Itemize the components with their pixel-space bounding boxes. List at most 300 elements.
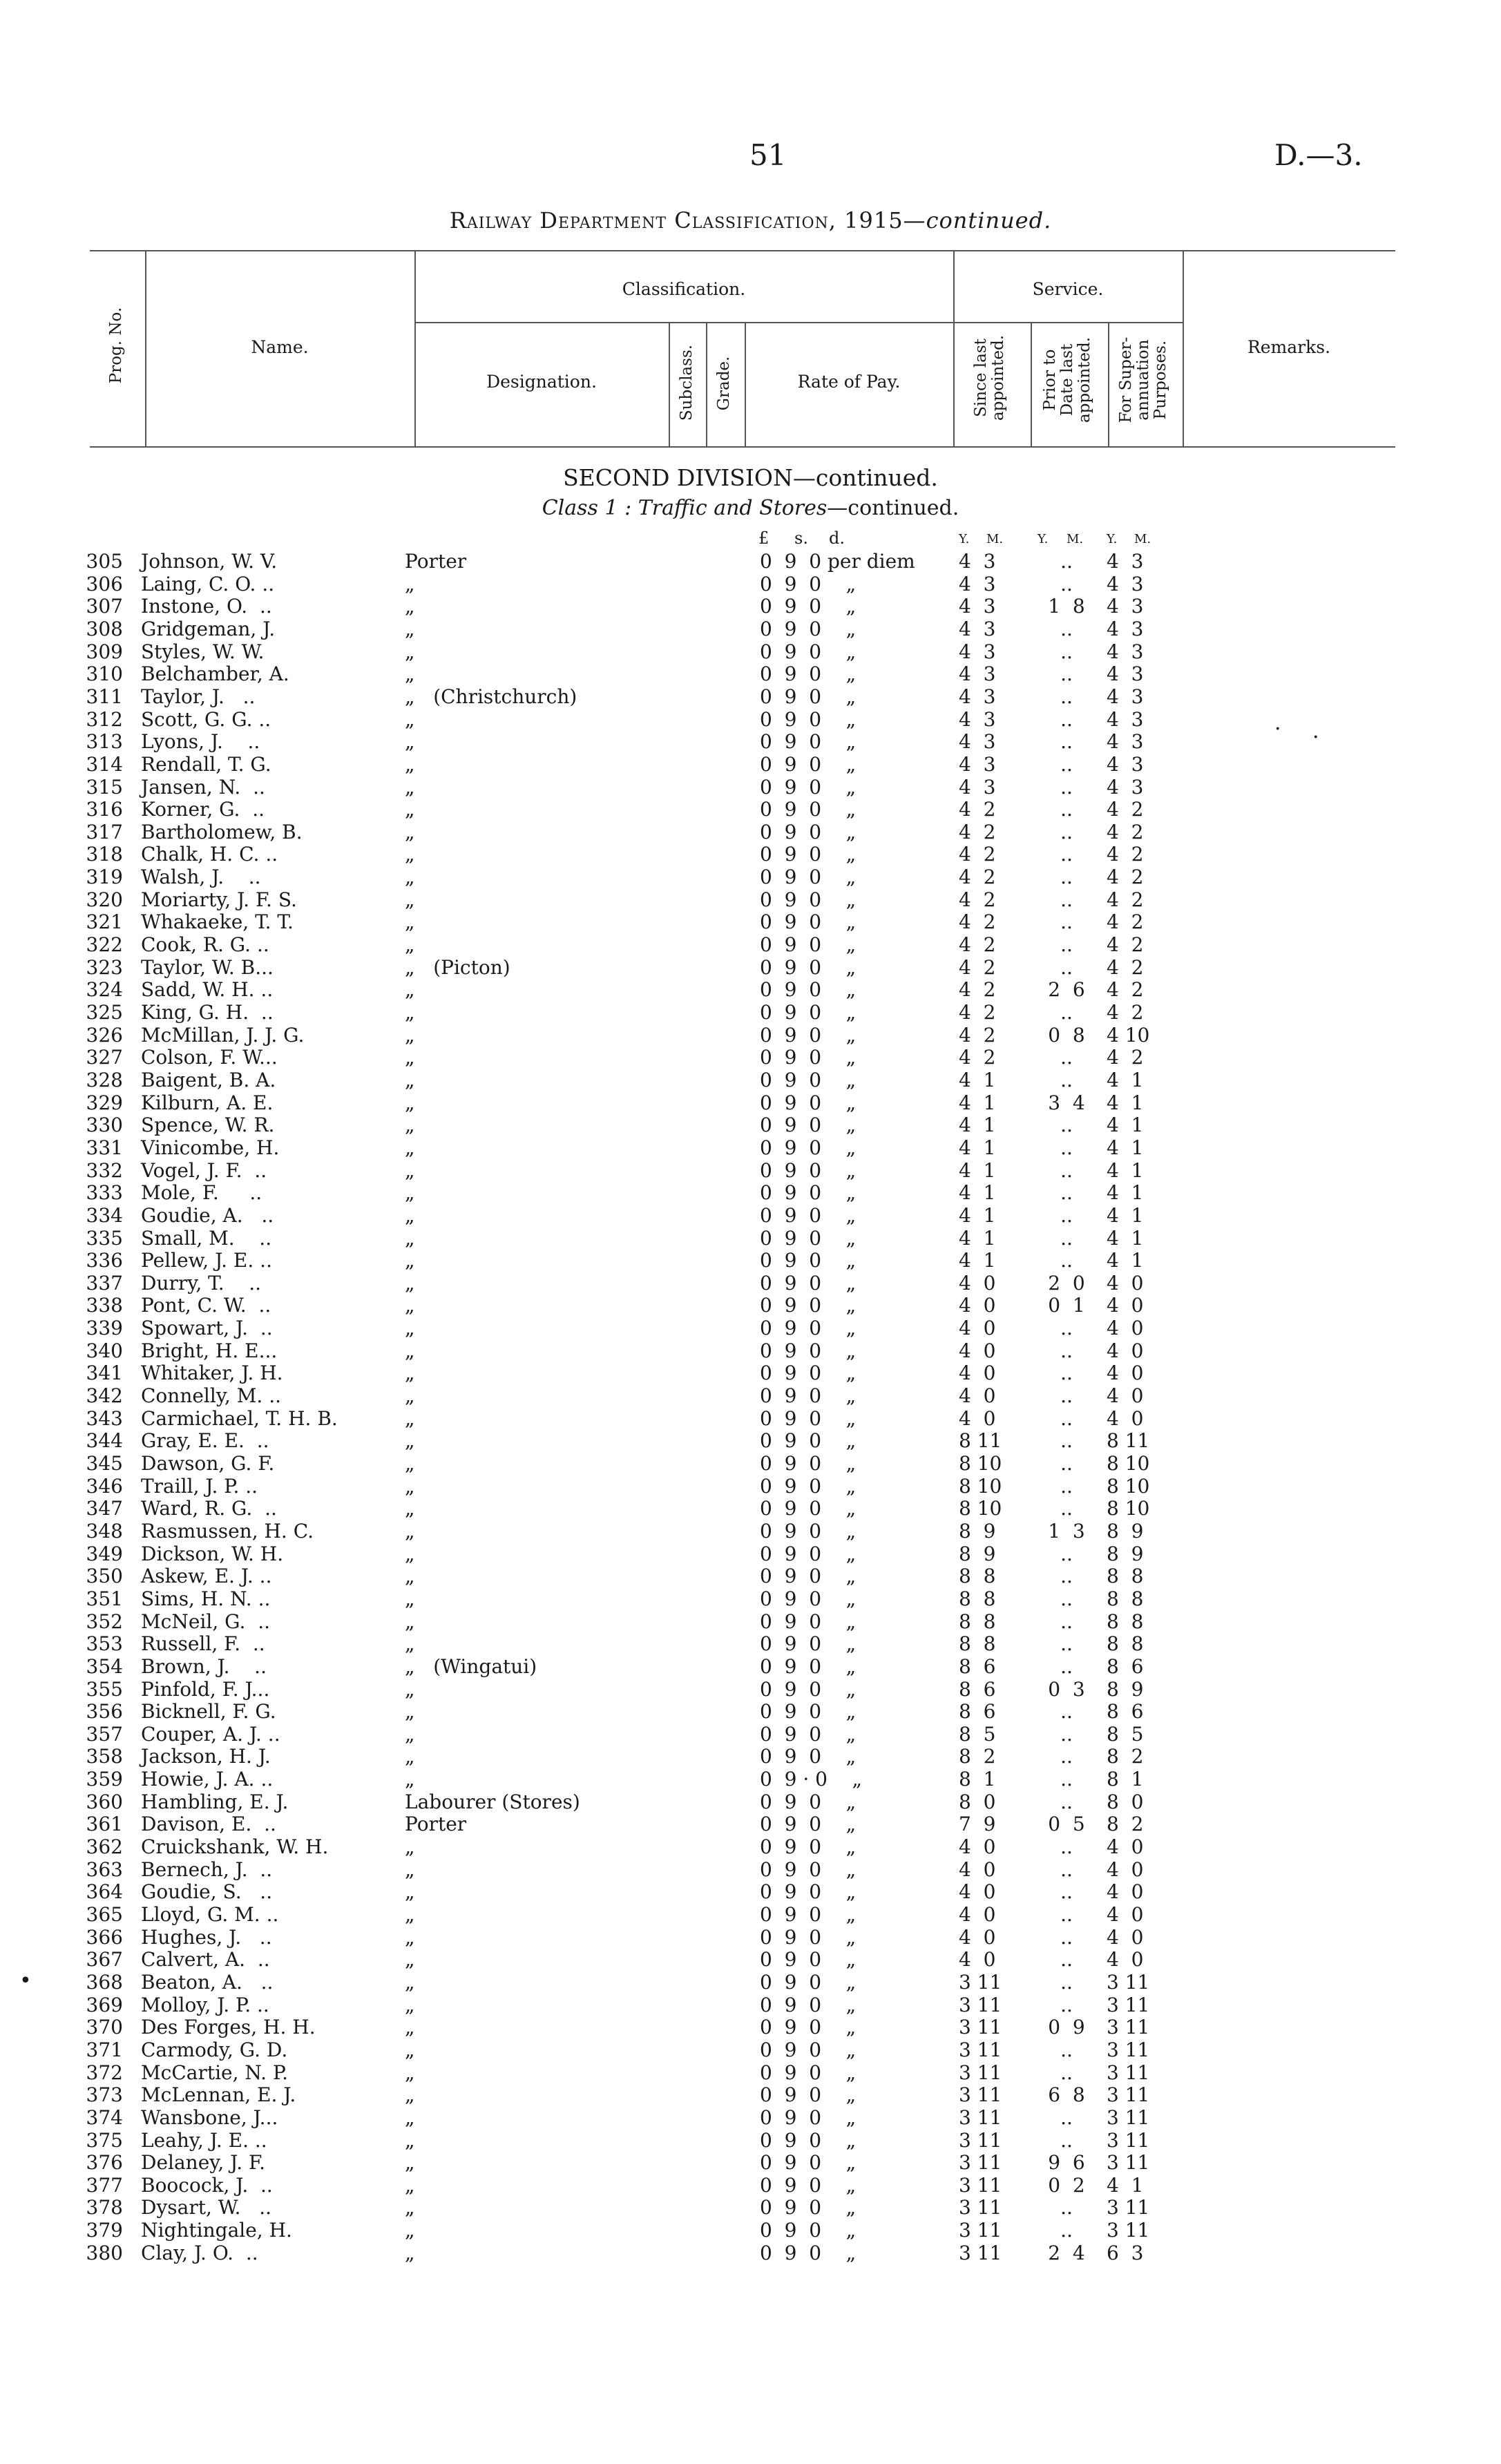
prior-cell: 1 8 (1048, 595, 1085, 618)
prog-no: 375 (86, 2128, 123, 2152)
rate-cell: 0 9 0 „ (760, 640, 857, 663)
name-cell: Clay, J. O. .. (141, 2241, 258, 2264)
designation-cell: „ (405, 1181, 415, 1205)
superannuation-cell: 8 1 (1107, 1768, 1144, 1791)
rate-cell: 0 9 0 „ (760, 595, 857, 618)
since-last-cell: 4 3 (959, 572, 996, 595)
since-last-cell: 8 1 (959, 1768, 996, 1791)
since-last-cell: 3 11 (959, 2105, 1002, 2129)
superannuation-cell: 8 10 (1107, 1452, 1150, 1475)
superannuation-cell: 8 10 (1107, 1474, 1150, 1498)
table-row (0, 2083, 1501, 2105)
prior-cell: .. (1060, 1768, 1073, 1791)
rate-cell: 0 9 0 „ (760, 1429, 857, 1453)
designation-cell: „ (405, 1406, 415, 1430)
prior-cell: .. (1060, 1993, 1073, 2016)
prior-cell: .. (1060, 1452, 1073, 1475)
rate-cell: 0 9 0 „ (760, 1181, 857, 1205)
rate-cell: 0 9 0 „ (760, 1474, 857, 1498)
prog-no: 363 (86, 1857, 123, 1881)
since-last-cell: 8 9 (959, 1542, 996, 1565)
prior-cell: .. (1060, 2105, 1073, 2129)
table-row (0, 640, 1501, 662)
superannuation-cell: 4 0 (1107, 1857, 1144, 1881)
name-cell: Rendall, T. G. (141, 752, 271, 776)
since-last-cell: 4 0 (959, 1271, 996, 1295)
prog-no: 305 (86, 550, 123, 573)
table-row (0, 2174, 1501, 2196)
table-row (0, 1835, 1501, 1857)
superannuation-cell: 3 11 (1107, 2128, 1150, 2152)
prog-no: 365 (86, 1903, 123, 1926)
designation-cell: „ (405, 2241, 415, 2264)
header-mid-rule (414, 322, 1183, 323)
superannuation-cell: 3 11 (1107, 2196, 1150, 2219)
prog-no: 320 (86, 888, 123, 911)
prog-no: 342 (86, 1384, 123, 1408)
since-last-cell: 4 2 (959, 798, 996, 821)
class-label: Class 1 : (542, 496, 632, 520)
name-cell: Connelly, M. .. (141, 1384, 281, 1408)
table-row (0, 1497, 1501, 1519)
since-last-cell: 8 2 (959, 1745, 996, 1768)
name-cell: Gridgeman, J. (141, 617, 276, 640)
since-last-cell: 4 0 (959, 1317, 996, 1340)
name-cell: Colson, F. W... (141, 1046, 278, 1069)
name-cell: McCartie, N. P. (141, 2061, 289, 2084)
name-cell: Russell, F. .. (141, 1632, 265, 1656)
unit-years: Y. (959, 532, 970, 546)
name-cell: Delaney, J. F. (141, 2151, 265, 2175)
prior-cell: .. (1060, 1406, 1073, 1430)
since-last-cell: 3 11 (959, 2016, 1002, 2039)
since-last-cell: 4 0 (959, 1903, 996, 1926)
prior-cell: .. (1060, 1970, 1073, 1994)
header-classification: Classification. (622, 279, 746, 299)
stray-ink-mark: · (1274, 717, 1281, 741)
since-last-cell: 4 2 (959, 1046, 996, 1069)
designation-cell: „ (405, 1880, 415, 1904)
section-subtitle (0, 496, 1501, 520)
superannuation-cell: 3 11 (1107, 2219, 1150, 2242)
prog-no: 377 (86, 2173, 123, 2197)
table-row (0, 1520, 1501, 1542)
prog-no: 323 (86, 955, 123, 979)
prog-no: 307 (86, 595, 123, 618)
superannuation-cell: 4 2 (1107, 1001, 1144, 1024)
superannuation-cell: 4 3 (1107, 662, 1144, 686)
rate-cell: 0 9 0 „ (760, 820, 857, 843)
rate-cell: 0 9 0 „ (760, 1677, 857, 1701)
rate-cell: 0 9 0 „ (760, 1925, 857, 1949)
prog-no: 374 (86, 2105, 123, 2129)
superannuation-cell: 4 2 (1107, 820, 1144, 843)
superannuation-cell: 4 10 (1107, 1023, 1150, 1047)
designation-cell: „ (405, 617, 415, 640)
since-last-cell: 4 2 (959, 1023, 996, 1047)
designation-cell: „ (405, 1474, 415, 1498)
name-cell: Gray, E. E. .. (141, 1429, 269, 1453)
superannuation-cell: 4 3 (1107, 572, 1144, 595)
prior-cell: 0 2 (1048, 2173, 1085, 2197)
since-last-cell: 4 3 (959, 595, 996, 618)
name-cell: Pinfold, F. J... (141, 1677, 270, 1701)
rate-cell: 0 9 0 „ (760, 2219, 857, 2242)
prog-no: 312 (86, 707, 123, 731)
name-cell: Bernech, J. .. (141, 1857, 273, 1881)
table-row (0, 1610, 1501, 1632)
designation-cell: „ (405, 1519, 415, 1543)
prior-cell: .. (1060, 955, 1073, 979)
prior-cell: .. (1060, 640, 1073, 663)
rate-cell: 0 9 0 „ (760, 662, 857, 686)
superannuation-cell: 6 3 (1107, 2241, 1144, 2264)
name-cell: Carmichael, T. H. B. (141, 1406, 338, 1430)
table-row (0, 1384, 1501, 1406)
rate-cell: 0 9 0 „ (760, 1790, 857, 1813)
rate-cell: 0 9 0 „ (760, 1700, 857, 1723)
designation-cell: „ (405, 2196, 415, 2219)
prior-cell: .. (1060, 1542, 1073, 1565)
prior-cell: .. (1060, 1203, 1073, 1227)
page-title (0, 207, 1501, 233)
superannuation-cell: 4 1 (1107, 1114, 1144, 1137)
superannuation-cell: 3 11 (1107, 2083, 1150, 2107)
table-row (0, 1272, 1501, 1294)
name-cell: Traill, J. P. .. (141, 1474, 258, 1498)
name-cell: Carmody, G. D. (141, 2038, 288, 2061)
superannuation-cell: 8 9 (1107, 1542, 1144, 1565)
name-cell: Goudie, A. .. (141, 1203, 274, 1227)
prior-cell: .. (1060, 843, 1073, 866)
prog-no: 310 (86, 662, 123, 686)
prior-cell: .. (1060, 1745, 1073, 1768)
superannuation-cell: 3 11 (1107, 1970, 1150, 1994)
name-cell: Des Forges, H. H. (141, 2016, 316, 2039)
superannuation-cell: 4 3 (1107, 640, 1144, 663)
rate-cell: 0 9 0 „ (760, 1565, 857, 1588)
rate-cell: 0 9 0 „ (760, 1317, 857, 1340)
name-cell: Brown, J. .. (141, 1654, 267, 1678)
designation-cell: „ (405, 595, 415, 618)
name-cell: Nightingale, H. (141, 2219, 292, 2242)
prog-no: 344 (86, 1429, 123, 1453)
table-row (0, 1880, 1501, 1902)
prog-no: 354 (86, 1654, 123, 1678)
prior-cell: .. (1060, 2038, 1073, 2061)
header-prog-no: Prog. No. (107, 307, 125, 384)
prog-no: 333 (86, 1181, 123, 1205)
designation-cell: „ (405, 2219, 415, 2242)
rate-cell: 0 9 0 „ (760, 1497, 857, 1520)
since-last-cell: 8 8 (959, 1610, 996, 1633)
prog-no: 345 (86, 1452, 123, 1475)
prior-cell: .. (1060, 730, 1073, 754)
since-last-cell: 4 3 (959, 685, 996, 708)
superannuation-cell: 3 11 (1107, 1993, 1150, 2016)
table-row (0, 1114, 1501, 1136)
prior-cell: .. (1060, 1114, 1073, 1137)
header-divider (669, 322, 670, 446)
superannuation-cell: 3 11 (1107, 2016, 1150, 2039)
table-row (0, 1024, 1501, 1046)
unit-months: M. (986, 532, 1004, 546)
designation-cell: „ (405, 1384, 415, 1408)
prog-no: 332 (86, 1158, 123, 1182)
superannuation-cell: 4 3 (1107, 595, 1144, 618)
rate-cell: 0 9 0 „ (760, 685, 857, 708)
since-last-cell: 4 0 (959, 1406, 996, 1430)
since-last-cell: 4 1 (959, 1226, 996, 1250)
since-last-cell: 3 11 (959, 2196, 1002, 2219)
designation-cell: „ (405, 1565, 415, 1588)
superannuation-cell: 4 0 (1107, 1835, 1144, 1859)
document-code: D.—3. (1274, 138, 1363, 172)
superannuation-cell: 4 0 (1107, 1925, 1144, 1949)
table-row (0, 1994, 1501, 2016)
since-last-cell: 4 0 (959, 1384, 996, 1408)
rate-cell: 0 9 0 „ (760, 1903, 857, 1926)
prog-no: 366 (86, 1925, 123, 1949)
designation-cell: Porter (405, 1813, 467, 1836)
since-last-cell: 4 2 (959, 820, 996, 843)
rate-cell: 0 9 0 „ (760, 1857, 857, 1881)
since-last-cell: 4 2 (959, 1001, 996, 1024)
header-remarks: Remarks. (1247, 337, 1331, 357)
superannuation-cell: 4 3 (1107, 775, 1144, 799)
table-row (0, 1723, 1501, 1745)
designation-cell: „ (405, 2038, 415, 2061)
since-last-cell: 4 0 (959, 1339, 996, 1362)
superannuation-cell: 4 0 (1107, 1271, 1144, 1295)
since-last-cell: 3 11 (959, 2219, 1002, 2242)
prior-cell: .. (1060, 1181, 1073, 1205)
table-row (0, 1046, 1501, 1068)
superannuation-cell: 8 5 (1107, 1722, 1144, 1746)
prior-cell: .. (1060, 1249, 1073, 1272)
header-divider (706, 322, 707, 446)
prog-no: 309 (86, 640, 123, 663)
designation-cell: „ (405, 707, 415, 731)
since-last-cell: 8 10 (959, 1474, 1002, 1498)
name-cell: Dysart, W. .. (141, 2196, 272, 2219)
designation-cell: „ (405, 1610, 415, 1633)
prior-cell: 6 8 (1048, 2083, 1085, 2107)
class-name: Traffic and Stores (638, 496, 828, 520)
rate-cell: 0 9 0 „ (760, 752, 857, 776)
stray-ink-mark: • (19, 1969, 32, 1993)
header-super-line: Purposes. (1151, 340, 1169, 420)
prog-no: 346 (86, 1474, 123, 1498)
prior-cell: 0 1 (1048, 1294, 1085, 1317)
prog-no: 353 (86, 1632, 123, 1656)
header-prior-to-date (1042, 326, 1093, 434)
name-cell: Styles, W. W. (141, 640, 265, 663)
name-cell: Laing, C. O. .. (141, 572, 275, 595)
prog-no: 350 (86, 1565, 123, 1588)
since-last-cell: 4 1 (959, 1203, 996, 1227)
designation-cell: „ (405, 1091, 415, 1114)
table-row (0, 2106, 1501, 2128)
table-row (0, 1091, 1501, 1114)
page-number: 51 (749, 138, 787, 172)
designation-cell: „ (405, 1136, 415, 1159)
rate-cell: 0 9 0 „ (760, 798, 857, 821)
prog-no: 370 (86, 2016, 123, 2039)
rate-cell: 0 9 0 „ (760, 707, 857, 731)
rate-cell: 0 9 0 „ (760, 1813, 857, 1836)
superannuation-cell: 8 8 (1107, 1565, 1144, 1588)
table-row (0, 866, 1501, 888)
prior-cell: 0 5 (1048, 1813, 1085, 1836)
superannuation-cell: 4 0 (1107, 1294, 1144, 1317)
prior-cell: .. (1060, 933, 1073, 957)
rate-cell: 0 9 0 „ (760, 1970, 857, 1994)
superannuation-cell: 4 2 (1107, 798, 1144, 821)
prior-cell: .. (1060, 798, 1073, 821)
name-cell: Taylor, W. B... (141, 955, 274, 979)
name-cell: Spence, W. R. (141, 1114, 275, 1137)
name-cell: Jansen, N. .. (141, 775, 265, 799)
superannuation-cell: 4 0 (1107, 1362, 1144, 1385)
since-last-cell: 4 2 (959, 866, 996, 889)
rate-cell: 0 9 0 „ (760, 933, 857, 957)
name-cell: Vinicombe, H. (141, 1136, 280, 1159)
table-row (0, 888, 1501, 910)
superannuation-cell: 3 11 (1107, 2105, 1150, 2129)
name-cell: Taylor, J. .. (141, 685, 256, 708)
superannuation-cell: 4 1 (1107, 1091, 1144, 1114)
name-cell: Jackson, H. J. (141, 1745, 271, 1768)
name-cell: Baigent, B. A. (141, 1068, 276, 1091)
designation-cell: „ (405, 752, 415, 776)
name-cell: McLennan, E. J. (141, 2083, 296, 2107)
superannuation-cell: 4 2 (1107, 910, 1144, 934)
prog-no: 328 (86, 1068, 123, 1091)
name-cell: Beaton, A. .. (141, 1970, 274, 1994)
header-subclass: Subclass. (678, 344, 696, 421)
designation-cell: „ (405, 1632, 415, 1656)
name-cell: Kilburn, A. E. (141, 1091, 274, 1114)
table-row (0, 910, 1501, 933)
name-cell: Spowart, J. .. (141, 1317, 273, 1340)
prior-cell: .. (1060, 1948, 1073, 1971)
prior-cell: .. (1060, 1339, 1073, 1362)
table-row (0, 2242, 1501, 2264)
since-last-cell: 3 11 (959, 2128, 1002, 2152)
name-cell: Sadd, W. H. .. (141, 978, 274, 1002)
header-bottom-rule (90, 446, 1395, 448)
designation-cell: „ (405, 1925, 415, 1949)
header-grade: Grade. (715, 356, 733, 411)
table-row (0, 1249, 1501, 1271)
header-superannuation (1118, 326, 1169, 434)
designation-cell: „ (405, 1903, 415, 1926)
prior-cell: .. (1060, 1362, 1073, 1385)
prog-no: 348 (86, 1519, 123, 1543)
prog-no: 352 (86, 1610, 123, 1633)
title-suffix: continued. (926, 207, 1052, 233)
since-last-cell: 3 11 (959, 1970, 1002, 1994)
header-divider (1031, 322, 1032, 446)
designation-cell: „ (405, 1677, 415, 1701)
prog-no: 341 (86, 1362, 123, 1385)
prog-no: 316 (86, 798, 123, 821)
rate-cell: 0 9 0 „ (760, 1068, 857, 1091)
designation-cell: „ (405, 1023, 415, 1047)
designation-cell: „ (405, 730, 415, 754)
table-row (0, 1069, 1501, 1091)
superannuation-cell: 3 11 (1107, 2038, 1150, 2061)
designation-cell: „ (405, 1722, 415, 1746)
name-cell: Leahy, J. E. .. (141, 2128, 267, 2152)
rate-cell: 0 9 0 „ (760, 775, 857, 799)
superannuation-cell: 4 0 (1107, 1406, 1144, 1430)
superannuation-cell: 4 1 (1107, 1203, 1144, 1227)
prior-cell: 2 0 (1048, 1271, 1085, 1295)
prog-no: 335 (86, 1226, 123, 1250)
name-cell: Hambling, E. J. (141, 1790, 289, 1813)
superannuation-cell: 8 10 (1107, 1497, 1150, 1520)
header-since-last (973, 326, 1007, 430)
table-row (0, 821, 1501, 843)
designation-cell: „ (405, 1768, 415, 1791)
since-last-cell: 4 1 (959, 1091, 996, 1114)
designation-cell: „ (405, 2105, 415, 2129)
since-last-cell: 8 10 (959, 1497, 1002, 1520)
designation-cell: „ (405, 1497, 415, 1520)
rate-cell: 0 9 0 „ (760, 2196, 857, 2219)
unit-pound: £ (758, 528, 769, 548)
designation-cell: „ (Christchurch) (405, 685, 577, 708)
prior-cell: .. (1060, 1587, 1073, 1610)
superannuation-cell: 4 1 (1107, 1249, 1144, 1272)
rate-cell: 0 9 0 „ (760, 978, 857, 1002)
designation-cell: „ (405, 1587, 415, 1610)
prog-no: 361 (86, 1813, 123, 1836)
since-last-cell: 4 0 (959, 1362, 996, 1385)
header-prior-line: Date last (1058, 343, 1076, 417)
prog-no: 308 (86, 617, 123, 640)
table-row (0, 1407, 1501, 1429)
rate-cell: 0 9 0 „ (760, 866, 857, 889)
superannuation-cell: 4 1 (1107, 1181, 1144, 1205)
designation-cell: „ (405, 1993, 415, 2016)
table-row (0, 1858, 1501, 1880)
rate-cell: 0 9 0 „ (760, 1226, 857, 1250)
prog-no: 358 (86, 1745, 123, 1768)
unit-pence: d. (829, 528, 845, 548)
rate-cell: 0 9 0 „ (760, 1835, 857, 1859)
since-last-cell: 8 8 (959, 1587, 996, 1610)
table-row (0, 1362, 1501, 1384)
designation-cell: „ (405, 2128, 415, 2152)
header-since-last-line: Since last (972, 338, 990, 417)
prog-no: 327 (86, 1046, 123, 1069)
rate-cell: 0 9 0 „ (760, 1948, 857, 1971)
table-row (0, 1294, 1501, 1316)
rate-cell: 0 9 0 per diem (760, 550, 915, 573)
prior-cell: .. (1060, 1474, 1073, 1498)
designation-cell: „ (405, 2016, 415, 2039)
prior-cell: .. (1060, 1565, 1073, 1588)
since-last-cell: 4 3 (959, 550, 996, 573)
designation-cell: „ (405, 1317, 415, 1340)
name-cell: Molloy, J. P. .. (141, 1993, 269, 2016)
designation-cell: „ (405, 2151, 415, 2175)
designation-cell: „ (405, 888, 415, 911)
name-cell: Lloyd, G. M. .. (141, 1903, 279, 1926)
